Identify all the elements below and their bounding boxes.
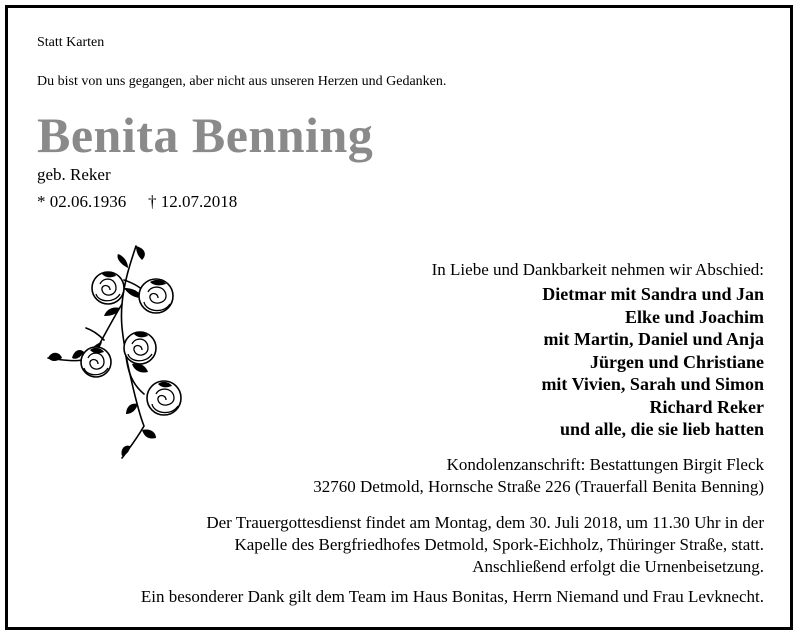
mourner-line: mit Vivien, Sarah und Simon: [541, 374, 764, 394]
mourner-line: Jürgen und Christiane: [589, 351, 764, 372]
mourner-line: Elke und Joachim: [624, 306, 764, 327]
header-label: Statt Karten: [37, 35, 105, 50]
condolence-line: 32760 Detmold, Hornsche Straße 226 (Trauerfall Benita Benning): [313, 477, 764, 496]
service-line: Anschließend erfolgt die Urnenbeisetzung.: [472, 557, 764, 576]
deceased-name: Benita Benning: [37, 107, 374, 163]
thanks-text: Ein besonderer Dank gilt dem Team im Haus Bonitas, Herrn Niemand und Frau Levknecht.: [140, 587, 764, 606]
mourner-line: und alle, die sie lieb hatten: [559, 419, 764, 439]
rose-branch-icon: [44, 244, 192, 460]
death-date: † 12.07.2018: [148, 192, 238, 211]
birth-date: * 02.06.1936: [37, 192, 127, 211]
mourner-line: Richard Reker: [649, 396, 764, 417]
birth-name: geb. Reker: [37, 165, 111, 184]
service-line: Kapelle des Bergfriedhofes Detmold, Spork-Eichholz, Thüringer Straße, statt.: [234, 535, 764, 554]
mourners-list: [541, 283, 764, 441]
verse-text: Du bist von uns gegangen, aber nicht aus unseren Herzen und Gedanken.: [37, 74, 447, 89]
mourner-line: mit Martin, Daniel und Anja: [543, 329, 764, 349]
condolence-address: [313, 454, 764, 498]
service-notice: [206, 512, 764, 578]
condolence-line: Kondolenzanschrift: Bestattungen Birgit Fleck: [446, 455, 764, 474]
obituary-frame: [5, 5, 793, 630]
farewell-text: In Liebe und Dankbarkeit nehmen wir Abschied:: [431, 260, 764, 279]
service-line: Der Trauergottesdienst findet am Montag, dem 30. Juli 2018, um 11.30 Uhr in der: [206, 513, 764, 532]
mourner-line: Dietmar mit Sandra und Jan: [542, 284, 764, 304]
